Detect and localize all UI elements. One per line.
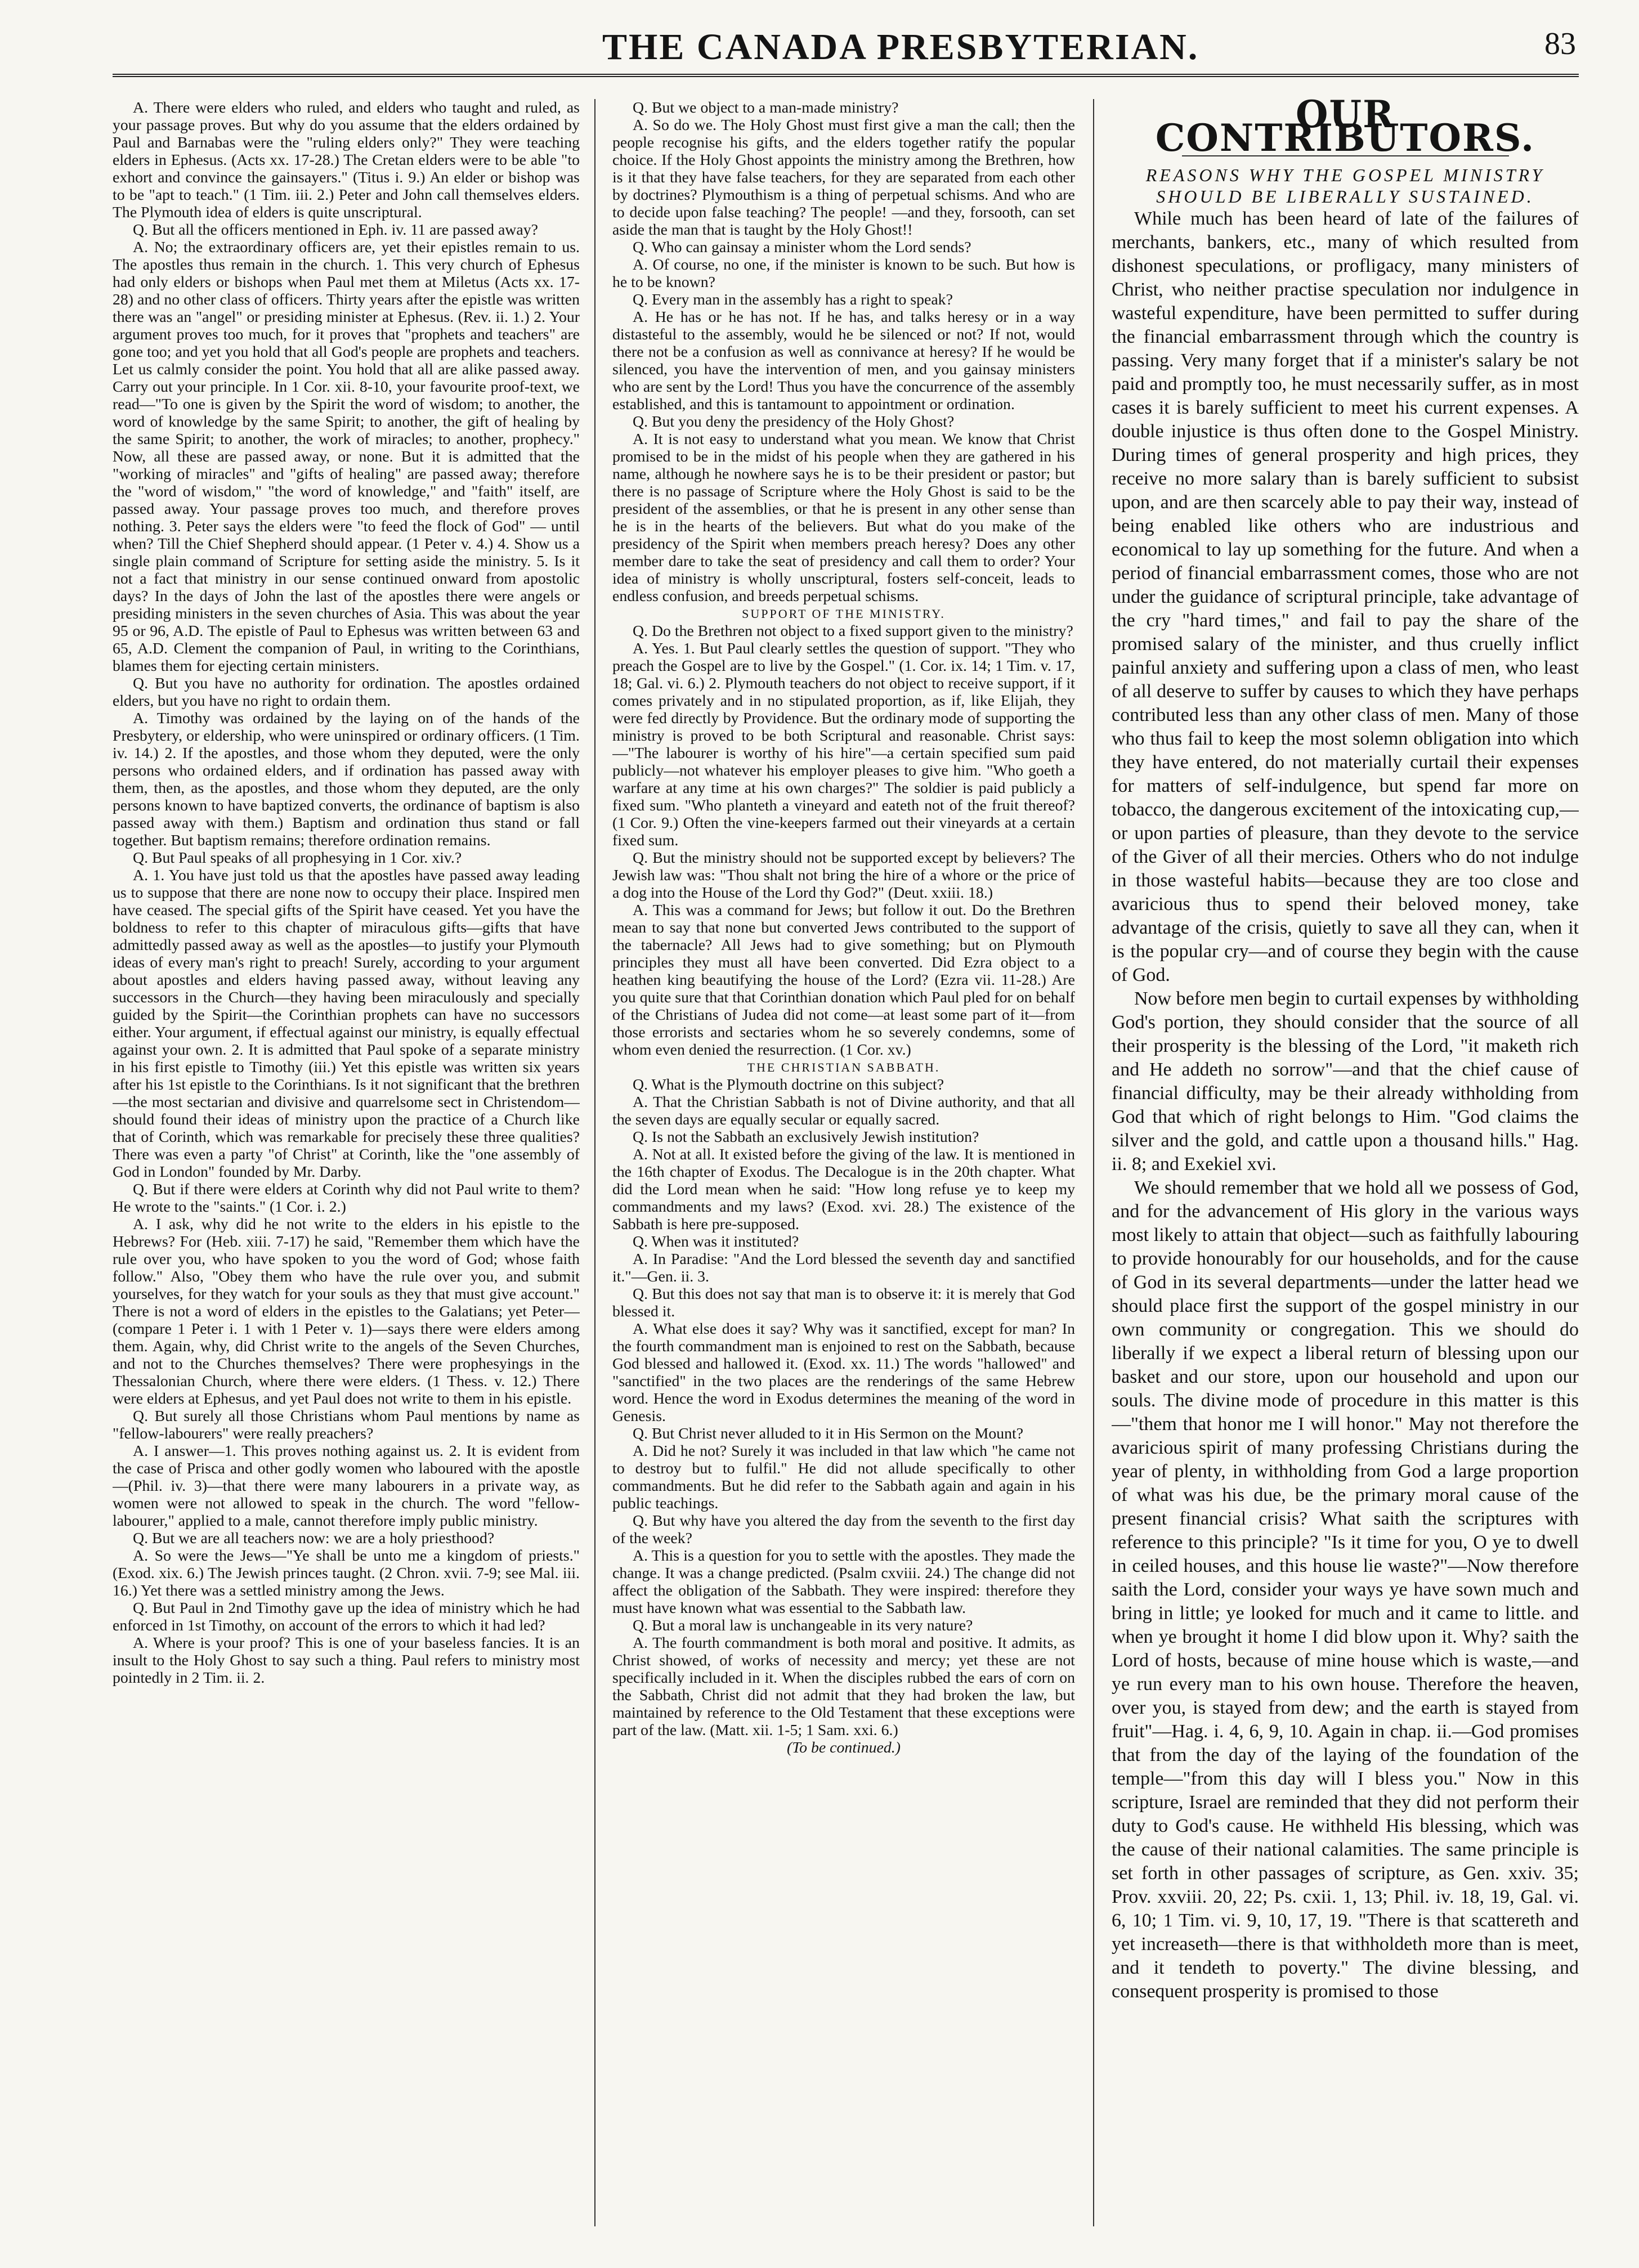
- page-number: 83: [1544, 26, 1576, 61]
- column-2: [612, 99, 1075, 2238]
- column-2-paragraph: Q. But you deny the presidency of the Holy Ghost?: [633, 413, 955, 431]
- paper-title: THE CANADA PRESBYTERIAN.: [602, 26, 1199, 68]
- column-2-paragraph: Q. But a moral law is unchangeable in its very nature?: [633, 1617, 973, 1634]
- column-1-paragraph: A. 1. You have just told us that the apostles have passed away leading us to suppose that there are none now to occupy their place. Inspired men have ceased. The special gifts of the Spirit have ceased. Yet you have the boldness to refer to this chapter of miraculous gifts—gifts that have admittedly passed away as well as the apostles—to justify your Plymouth ideas of every man's right to preach! Surely, according to your argument about apostles and elders having passed away, without leaving any successors in the Church—they having been miraculously and specially guided by the Spirit—the Corinthian prophets can have no successors either. Your argument, if effectual against our ministry, is equally effectual against your own. 2. It is admitted that Paul spoke of a separate ministry in his first epistle to Timothy (iii.) Yet this epistle was written six years after his 1st epistle to the Corinthians. Is it not significant that the brethren—the most sectarian and divisive and quarrelsome sect in Christendom—should found their ideas of ministry upon the practice of a Church like that of Corinth, which was remarkable for precisely these three qualities? There was even a party "of Christ" at Corinth, like the "one assembly of God in London" founded by Mr. Darby.: [113, 867, 580, 1181]
- column-2-paragraph: A. It is not easy to understand what you mean. We know that Christ promised to be in the midst of his people when they are gathered in his name, although he nowhere says he is to be their president or pastor; but there is no passage of Scripture where the Holy Ghost is said to be the president of the assemblies, or that he is present in any other sense than he is in the hearts of the believers. But what do you make of the presidency of the Spirit when members preach heresy? Does any other member dare to take the seat of presidency and call them to order? Your idea of ministry is wholly unscriptural, fosters self-conceit, leads to endless confusion, and breeds perpetual schisms.: [612, 431, 1075, 605]
- column-2-paragraph: Q. When was it instituted?: [633, 1233, 799, 1250]
- column-2-paragraph: A. In Paradise: "And the Lord blessed the seventh day and sanctified it."—Gen. ii. 3.: [612, 1250, 1075, 1285]
- column-2-paragraph: Q. What is the Plymouth doctrine on this subject?: [633, 1076, 944, 1093]
- column-1-paragraph: A. Timothy was ordained by the laying on of the hands of the Presbytery, or eldership, who were uninspired or ordinary officers. (1 Tim. iv. 14.) 2. If the apostles, and those whom they deputed, were the only persons who ordained elders, and if ordination has passed away with them, then, as the apostles, and those whom they deputed, are the only persons known to have baptized converts, the ordinance of baptism is also passed away with them.) Baptism and ordination thus stand or fall together. But baptism remains; therefore ordination remains.: [113, 710, 580, 849]
- column-2-paragraph: A. This is a question for you to settle with the apostles. They made the change. It was a change predicted. (Psalm cxviii. 24.) The change did not affect the obligation of the Sabbath. They were inspired: therefore they must have known what was essential to the Sabbath law.: [612, 1547, 1075, 1617]
- column-1-paragraph: Q. But surely all those Christians whom Paul mentions by name as "fellow-labourers" were really preachers?: [113, 1408, 580, 1442]
- column-2-paragraph: A. Not at all. It existed before the giving of the law. It is mentioned in the 16th chapter of Exodus. The Decalogue is in the 20th chapter. What did the Lord mean when he said: "How long refuse ye to keep my commandments and my laws? (Exod. xvi. 28.) The existence of the Sabbath is here pre-supposed.: [612, 1146, 1075, 1233]
- column-1: [113, 99, 580, 2238]
- section-heading-support: SUPPORT OF THE MINISTRY.: [742, 607, 946, 621]
- column-1-paragraph: A. I answer—1. This proves nothing against us. 2. It is evident from the case of Prisca and other godly women who laboured with the apostle—(Phil. iv. 3)—that there were many labourers in a private way, as women were not allowed to speak in the church. The word "fellow-labourer," applied to a male, cannot therefore imply public ministry.: [113, 1442, 580, 1530]
- article-title: REASONS WHY THE GOSPEL MINISTRY SHOULD BE LIBERALLY SUSTAINED.: [1145, 165, 1545, 207]
- masthead: [113, 26, 1576, 71]
- column-divider: [594, 99, 595, 2226]
- to-be-continued: (To be continued.): [786, 1739, 901, 1756]
- column-2-paragraph: A. He has or he has not. If he has, and talks heresy or in a way distasteful to the assembly, would he be silenced or not? If not, would there not be a confusion as well as connivance at heresy? If he would be silenced, you have the intervention of men, and you gainsay ministers who are sent by the Lord! Thus you have the concurrence of the assembly established, and this is tantamount to appointment or ordination.: [612, 308, 1075, 413]
- column-divider: [1093, 99, 1094, 2226]
- article-paragraph: Now before men begin to curtail expenses by withholding God's portion, they should consider that the source of all their prosperity is the blessing of the Lord, "it maketh rich and He addeth no sorrow"—and that the chief cause of financial difficulty, may be their already withholding from God that which of right belongs to Him. "God claims the silver and the gold, and cattle upon a thousand hills." Hag. ii. 8; and Exekiel xvi.: [1112, 988, 1579, 1175]
- column-2-paragraph: A. So do we. The Holy Ghost must first give a man the call; then the people recognise his gifts, and the elders together ratify the popular choice. If the Holy Ghost appoints the ministry among the Brethren, how is it that they have false teachers, for they are separated from each other by doctrines? Plymouthism is a thing of perpetual schisms. And who are to decide upon false teaching? The people! —and they, forsooth, can set aside the man that is taught by the Holy Ghost!!: [612, 116, 1075, 239]
- column-2-paragraph: Q. But this does not say that man is to observe it: it is merely that God blessed it.: [612, 1285, 1075, 1320]
- column-2-paragraph: A. What else does it say? Why was it sanctified, except for man? In the fourth commandment man is enjoined to rest on the Sabbath, because God blessed and hallowed it. (Exod. xx. 11.) The words "hallowed" and "sanctified" in the two places are the renderings of the same Hebrew word. Hence the word in Exodus determines the meaning of the word in Genesis.: [612, 1320, 1075, 1425]
- article-paragraph: While much has been heard of late of the failures of merchants, bankers, etc., many of which resulted from dishonest speculations, or profligacy, many ministers of Christ, who neither practise speculation nor indulgence in wasteful expenditure, have been permitted to suffer during the financial embarrassment through which the country is passing. Very many forget that if a minister's salary be not paid and promptly too, he must necessarily suffer, as in most cases it is barely sufficient to meet his current expenses. A double injustice is thus often done to the Gospel Ministry. During times of general prosperity and high prices, they receive no more salary than is barely sufficient to subsist upon, and are then scarcely able to pay their way, instead of being enabled like others who are industrious and economical to lay up something for the future. And when a period of financial embarrassment comes, those who are not under the guidance of scriptural principle, take advantage of the cry "hard times," and fail to pay the share of the promised salary of the minister, and thus cruelly inflict painful anxiety and suffering upon a class of men, who least of all deserve to suffer by causes to which they have perhaps contributed less than any other class of men. Many of those who thus fail to keep the most solemn obligation into which they have entered, do not materially curtail their expenses for matters of self-indulgence, but spend far more on tobacco, the dangerous excitement of the intoxicating cup,—or upon parties of pleasure, than they devote to the service of the Giver of all their mercies. Others who do not indulge in those wasteful habits—because they are too close and avaricious thus to spend their beloved money, take advantage of the crisis, quietly to save all they can, when it is the popular cry—and of course they begin with the cause of God.: [1112, 208, 1579, 985]
- column-3: [1112, 99, 1579, 2238]
- column-1-paragraph: Q. But you have no authority for ordination. The apostles ordained elders, but you have no right to ordain them.: [113, 675, 580, 710]
- column-1-paragraph: Q. But we are all teachers now: we are a holy priesthood?: [133, 1530, 495, 1547]
- column-2-paragraph: Q. But Christ never alluded to it in His Sermon on the Mount?: [633, 1425, 1024, 1442]
- section-heading-sabbath: THE CHRISTIAN SABBATH.: [747, 1060, 941, 1074]
- column-1-paragraph: Q. But Paul in 2nd Timothy gave up the idea of ministry which he had enforced in 1st Timothy, on account of the errors to which it had led?: [113, 1599, 580, 1634]
- column-2-qa-part-c: [612, 1076, 1075, 1739]
- column-2-paragraph: A. Did he not? Surely it was included in that law which "he came not to destroy but to fulfil." He did not allude specifically to other commandments. But he did refer to the Sabbath again and again in his public teachings.: [612, 1442, 1075, 1512]
- column-2-paragraph: Q. Is not the Sabbath an exclusively Jewish institution?: [633, 1128, 979, 1146]
- column-1-paragraph: A. No; the extraordinary officers are, yet their epistles remain to us. The apostles thus remain in the church. 1. This very church of Ephesus had only elders or bishops when Paul met them at Miletus (Acts xx. 17-28) and no other class of officers. Thirty years after the epistle was written there was an "angel" or presiding minister at Ephesus. (Rev. ii. 1.) 2. Your argument proves too much, for it proves that "prophets and teachers" are gone too; and yet you hold that all God's people are prophets and teachers. Let us calmly consider the point. You hold that all are alike passed away. Carry out your principle. In 1 Cor. xii. 8-10, your favourite proof-text, we read—"To one is given by the Spirit the word of wisdom; to another, the word of knowledge by the same Spirit; to another, the gift of healing by the same Spirit; to another, the work of miracles; to another, prophecy." Now, all these are passed away, or none. But it is admitted that the "working of miracles" and "gifts of healing" are passed away; therefore the "word of wisdom," "the word of knowledge," and "faith" itself, are passed away. Your passage proves too much, and therefore proves nothing. 3. Peter says the elders were "to feed the flock of God" — until when? Till the Chief Shepherd should appear. (1 Peter v. 4.) 4. Show us a single plain command of Scripture for setting aside the ministry. 5. Is it not a fact that ministry in our sense continued onward from apostolic days? In the days of John the last of the apostles there were angels or presiding ministers in the seven churches of Asia. This was about the year 95 or 96, A.D. The epistle of Paul to Ephesus was written between 63 and 65, A.D. Clement the companion of Paul, in writing to the Corinthians, blames them for ejecting certain ministers.: [113, 239, 580, 675]
- masthead-rule: [113, 74, 1579, 77]
- article-body: [1112, 207, 1579, 2003]
- column-2-paragraph: Q. But we object to a man-made ministry?: [633, 99, 899, 116]
- article-paragraph: We should remember that we hold all we possess of God, and for the advancement of His glory in the various ways most likely to attain that object—such as faithfully labouring to provide honourably for our households, and for the cause of God in its several departments—under the latter head we should place first the support of the gospel ministry in our own community or congregation. This we should do liberally if we expect a liberal return of blessing upon our basket and our store, upon our household and upon our souls. The divine mode of procedure in this matter is this—"them that honor me I will honor." May not therefore the avaricious spirit of many professing Christians during the year of plenty, in withholding from God a large proportion of what was his due, be the primary moral cause of the present financial crisis? What saith the scriptures with reference to this principle? "Is it time for you, O ye to dwell in ceiled houses, and this house lie waste?"—Now therefore saith the Lord, consider your ways ye have sown much and bring in little; ye looked for much and it came to little. and when ye brought it home I did blow upon it. Why? saith the Lord of hosts, because of mine house which is waste,—and ye run every man to his own house. Therefore the heaven, over you, is stayed from dew; and the earth is stayed from fruit"—Hag. i. 4, 6, 9, 10. Again in chap. ii.—God promises that from the day of the laying of the foundation of the temple—"from this day will I bless you." Now in this scripture, Israel are reminded that they did not perform their duty to God's cause. He withheld His blessing, which was the cause of their national calamities. The same principle is set forth in other passages of scripture, as Gen. xxiv. 35; Prov. xxviii. 20, 22; Ps. cxii. 1, 13; Phil. iv. 18, 19, Gal. vi. 6, 10; 1 Tim. vi. 9, 10, 17, 19. "There is that scattereth and yet increaseth—there is that withholdeth more than is meet, and it tendeth to poverty." The divine blessing, and consequent prosperity is promised to those: [1112, 1177, 1579, 2002]
- column-2-paragraph: Q. But why have you altered the day from the seventh to the first day of the week?: [612, 1512, 1075, 1547]
- column-1-paragraph: Q. But all the officers mentioned in Eph. iv. 11 are passed away?: [133, 221, 538, 239]
- column-1-paragraph: Q. But Paul speaks of all prophesying in 1 Cor. xiv.?: [133, 849, 462, 867]
- column-1-paragraph: A. Where is your proof? This is one of your baseless fancies. It is an insult to the Holy Ghost to say such a thing. Paul refers to ministry most pointedly in 2 Tim. ii. 2.: [113, 1634, 580, 1687]
- column-2-paragraph: Q. Every man in the assembly has a right to speak?: [633, 291, 953, 308]
- column-2-paragraph: A. That the Christian Sabbath is not of Divine authority, and that all the seven days are equally secular or equally sacred.: [612, 1093, 1075, 1128]
- column-2-paragraph: A. Of course, no one, if the minister is known to be such. But how is he to be known?: [612, 256, 1075, 291]
- column-2-paragraph: A. Yes. 1. But Paul clearly settles the question of support. "They who preach the Gospel are to live by the Gospel." (1. Cor. ix. 14; 1 Tim. v. 17, 18; Gal. vi. 6.) 2. Plymouth teachers do not object to receive support, if it comes privately and in no stipulated proportion, as if, like Elijah, they were fed directly by Providence. But the ordinary mode of supporting the ministry is proved to be both Scriptural and reasonable. Christ says:—"The labourer is worthy of his hire"—a certain specified sum paid publicly—not whatever his employer pleases to give him. "Who goeth a warfare at any time at his own charges?" The soldier is paid publicly a fixed sum. "Who planteth a vineyard and eateth not of the fruit thereof? (1 Cor. 9.) Often the vine-keepers farmed out their vineyards at a certain fixed sum.: [612, 640, 1075, 849]
- column-2-paragraph: Q. Do the Brethren not object to a fixed support given to the ministry?: [633, 622, 1073, 640]
- column-1-paragraph: A. I ask, why did he not write to the elders in his epistle to the Hebrews? For (Heb. xiii. 7-17) he said, "Remember them which have the rule over you, who have spoken to you the word of God; whose faith follow." Also, "Obey them who have the rule over you, and submit yourselves, for they watch for your souls as they that must give account." There is not a word of elders in the epistles to the Galatians; yet Peter—(compare 1 Peter i. 1 with 1 Peter v. 1)—says there were elders among them. Again, why, did Christ write to the angels of the Seven Churches, and not to the Churches themselves? There were prophesyings in the Thessalonian Church, where there were elders. (1 Thess. v. 12.) There were elders at Ephesus, and yet Paul does not write to them in his epistle.: [113, 1216, 580, 1408]
- column-2-paragraph: A. The fourth commandment is both moral and positive. It admits, as Christ showed, of works of necessity and mercy; yet these are not specifically included in it. When the disciples rubbed the ears of corn on the Sabbath, Christ did not admit that they had broken the law, but maintained by reference to the Old Testament that these exceptions were part of the law. (Matt. xii. 1-5; 1 Sam. xxi. 6.): [612, 1634, 1075, 1739]
- section-title-contributors: OUR CONTRIBUTORS.: [1155, 99, 1535, 160]
- column-2-paragraph: Q. But the ministry should not be supported except by believers? The Jewish law was: "Thou shalt not bring the hire of a whore or the price of a dog into the House of the Lord thy God?" (Deut. xxiii. 18.): [612, 849, 1075, 902]
- column-2-qa-part-b: [612, 622, 1075, 1059]
- column-1-paragraph: Q. But if there were elders at Corinth why did not Paul write to them? He wrote to the "saints." (1 Cor. i. 2.): [113, 1181, 580, 1216]
- column-1-paragraph: A. So were the Jews—"Ye shall be unto me a kingdom of priests." (Exod. xix. 6.) The Jewish princes taught. (2 Chron. xvii. 7-9; see Mal. iii. 16.) Yet there was a settled ministry among the Jews.: [113, 1547, 580, 1599]
- column-2-qa-part-a: [612, 99, 1075, 605]
- column-2-paragraph: A. This was a command for Jews; but follow it out. Do the Brethren mean to say that none but converted Jews contributed to the support of the tabernacle? All Jews had to give something; but on Plymouth principles they must all have been converted. Did Ezra object to a heathen king beautifying the house of the Lord? (Ezra vii. 11-28.) Are you quite sure that that Corinthian donation which Paul pled for on behalf of the Christians of Judea did not come—at least some part of it—from those errorists and sectaries whom he so severely condemns, some of whom even denied the resurrection. (1 Cor. xv.): [612, 902, 1075, 1059]
- column-1-paragraph: A. There were elders who ruled, and elders who taught and ruled, as your passage proves. But why do you assume that the elders ordained by Paul and Barnabas were the "ruling elders only?" They were teaching elders in Ephesus. (Acts xx. 17-28.) The Cretan elders were to be able "to exhort and convince the gainsayers." (Titus i. 9.) An elder or bishop was to be "apt to teach." (1 Tim. iii. 2.) Peter and John call themselves elders. The Plymouth idea of elders is quite unscriptural.: [113, 99, 580, 221]
- column-2-paragraph: Q. Who can gainsay a minister whom the Lord sends?: [633, 239, 971, 256]
